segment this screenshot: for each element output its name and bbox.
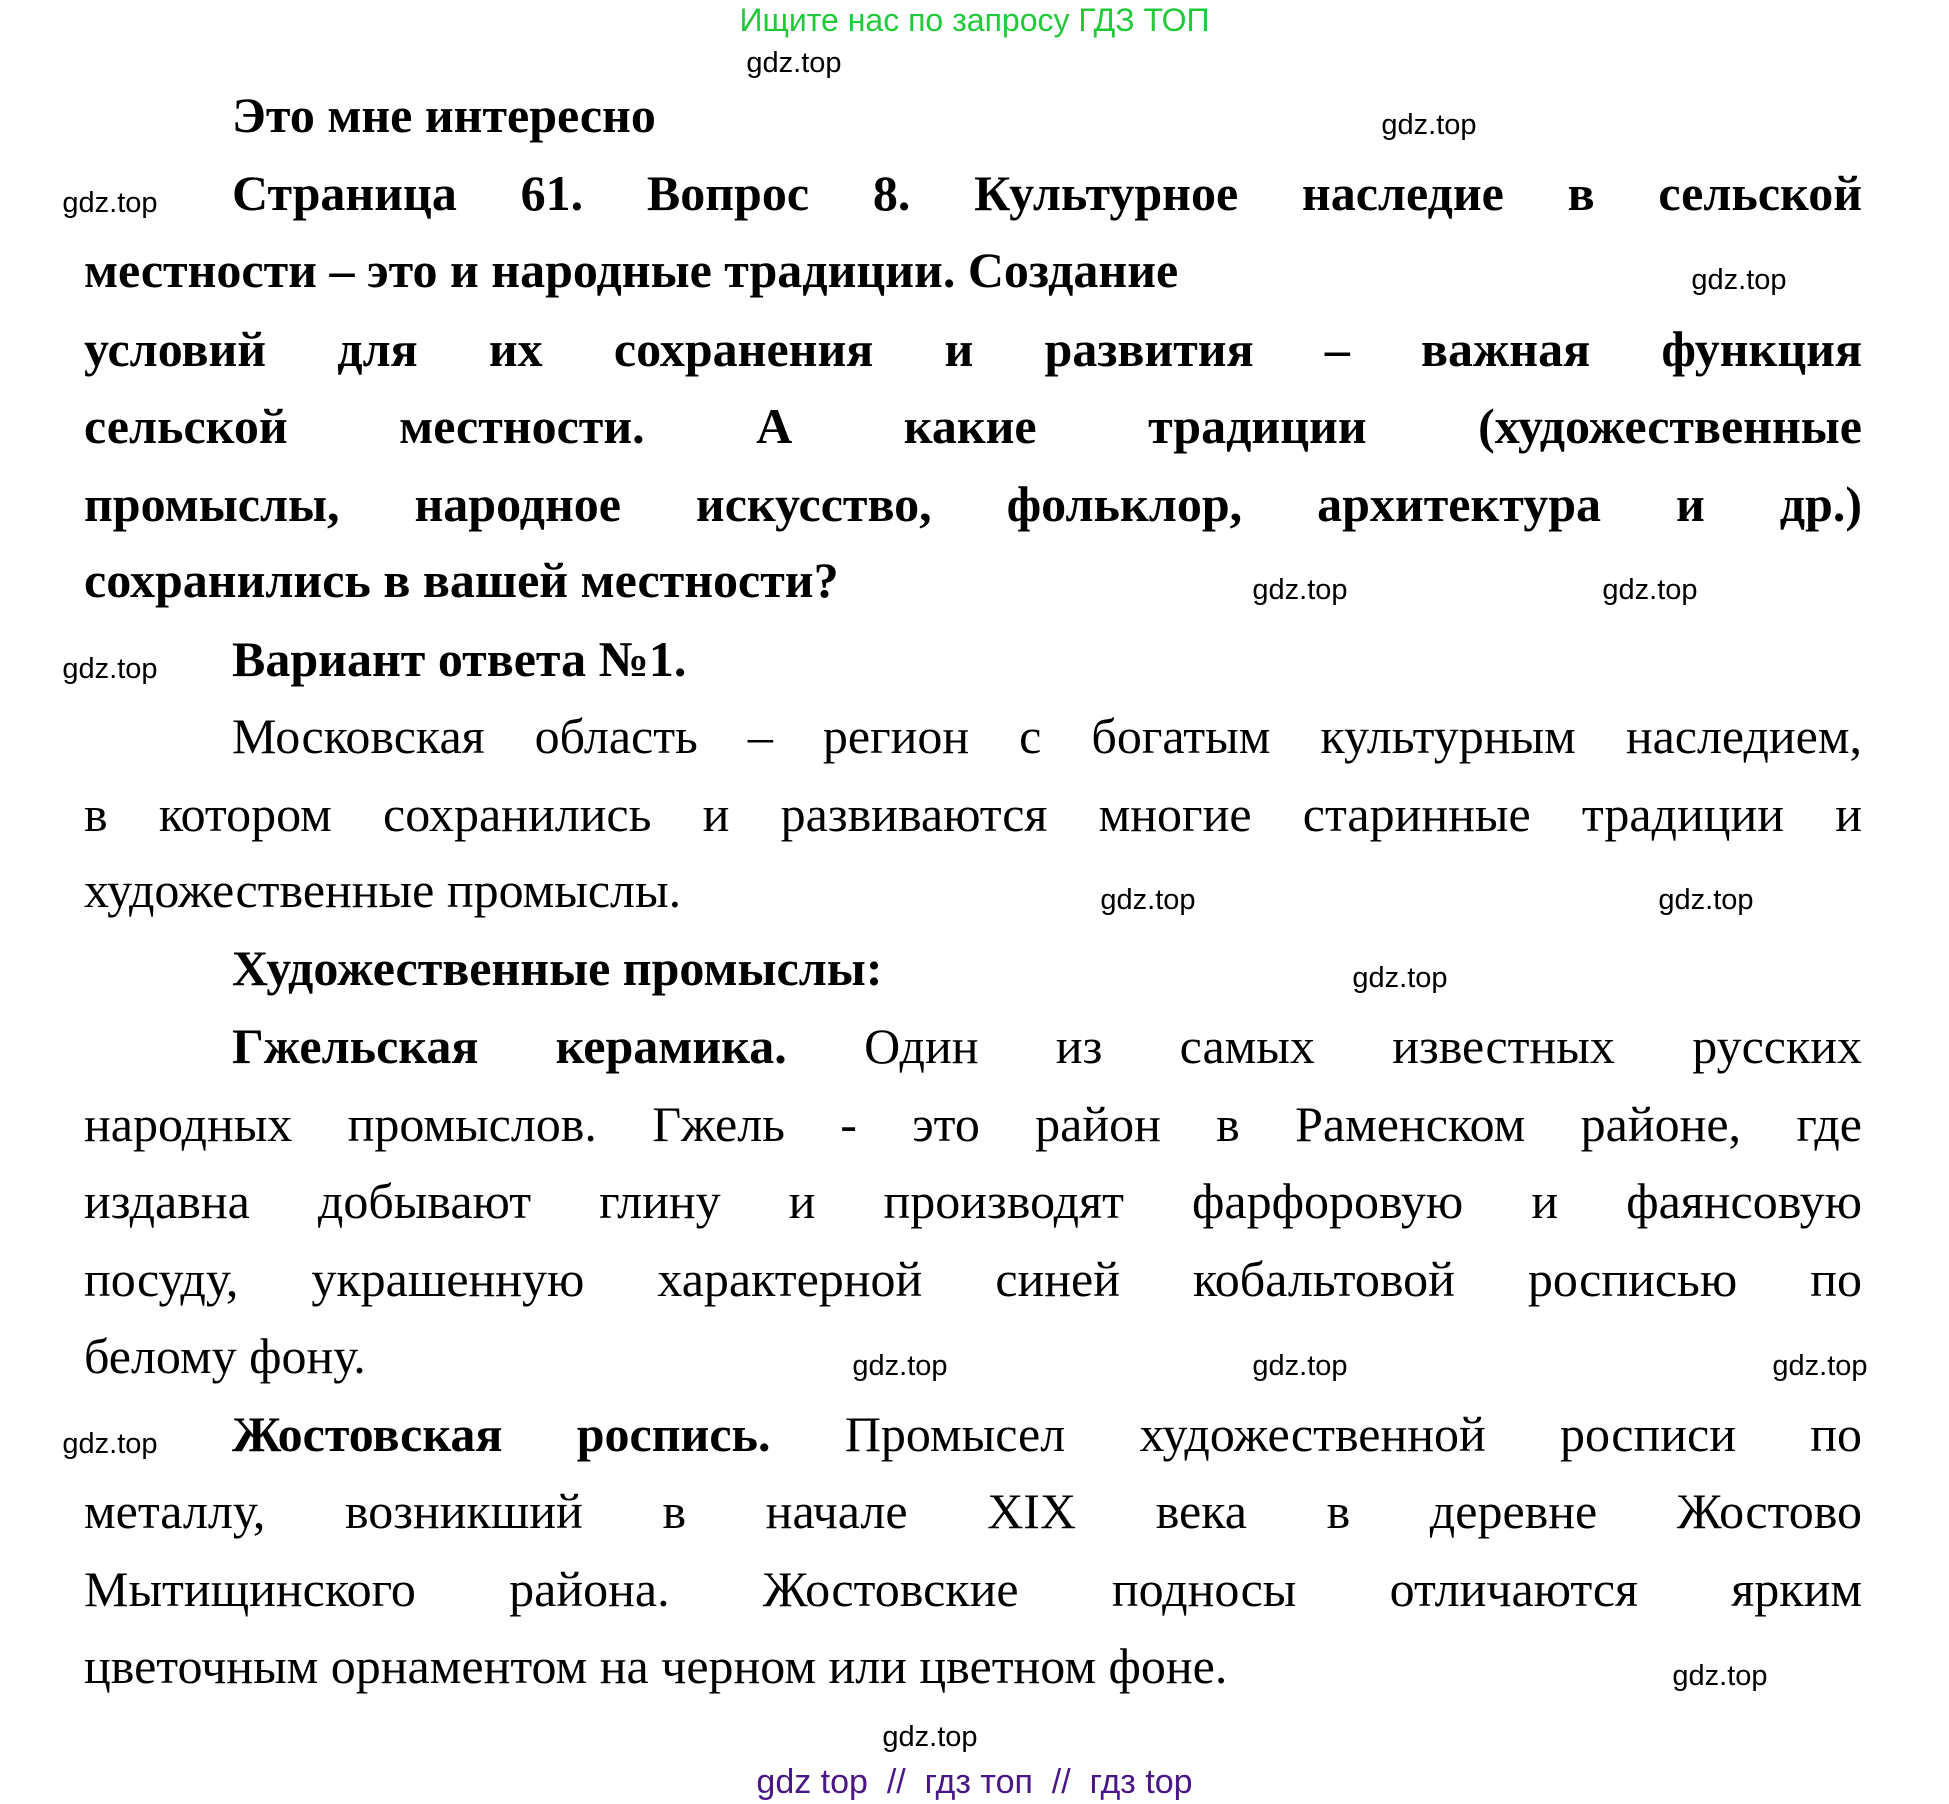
watermark: gdz.top [1381,109,1477,141]
watermark: gdz.top [1772,1350,1868,1382]
watermark: gdz.top [62,187,158,219]
gzhel-title: Гжельская керамика. [232,1018,787,1074]
watermark: gdz.top [1672,1660,1768,1692]
watermark: gdz.top [1252,574,1348,606]
gzhel-line: посуду, украшенную характерной синей кобальтовой росписью по [84,1251,1862,1307]
zhostovo-line [232,1405,1862,1483]
watermark: gdz.top [62,1428,158,1460]
question-line: сохранились в вашей местности? [84,552,839,608]
watermark: gdz.top [852,1350,948,1382]
search-banner: Ищите нас по запросу ГДЗ ТОП [739,2,1210,38]
footer-links[interactable]: gdz top // гдз топ // гдз top [756,1763,1193,1801]
zhostovo-line: цветочным орнаментом на черном или цветном фоне. [84,1638,1228,1694]
answer-title: Вариант ответа №1. [232,631,687,687]
gzhel-line [232,1017,1862,1095]
watermark: gdz.top [1602,574,1698,606]
watermark: gdz.top [1252,1350,1348,1382]
watermark: gdz.top [882,1721,978,1753]
intro-line: Московская область – регион с богатым культурным наследием, [232,708,1862,764]
intro-line: в котором сохранились и развиваются многие старинные традиции и [84,786,1862,842]
gzhel-line: издавна добывают глину и производят фарфоровую и фаянсовую [84,1173,1862,1229]
gzhel-line: белому фону. [84,1328,366,1384]
zhostovo-line: Мытищинского района. Жостовские подносы отличаются ярким [84,1561,1862,1617]
watermark: gdz.top [1100,884,1196,916]
question-line: местности – это и народные традиции. Создание [84,242,1179,298]
question-line: сельской местности. А какие традиции (художественные [84,398,1862,454]
crafts-title: Художественные промыслы: [232,940,883,996]
question-line: условий для их сохранения и развития – важная функция [84,321,1862,377]
zhostovo-title: Жостовская роспись. [232,1406,771,1462]
intro-line: художественные промыслы. [84,862,682,918]
zhostovo-line: металлу, возникший в начале XIX века в деревне Жостово [84,1483,1862,1539]
watermark: gdz.top [746,47,842,79]
zhostovo-text: Промысел художественной росписи по [844,1406,1863,1462]
watermark: gdz.top [1691,264,1787,296]
watermark: gdz.top [1658,884,1754,916]
section-title: Это мне интересно [232,87,656,143]
gzhel-text: Один из самых известных русских [864,1018,1863,1074]
watermark: gdz.top [62,653,158,685]
gzhel-line: народных промыслов. Гжель - это район в Раменском районе, где [84,1096,1862,1152]
question-line: промыслы, народное искусство, фольклор, архитектура и др.) [84,476,1862,532]
question-line: Страница 61. Вопрос 8. Культурное наследие в сельской [232,165,1862,221]
watermark: gdz.top [1352,962,1448,994]
